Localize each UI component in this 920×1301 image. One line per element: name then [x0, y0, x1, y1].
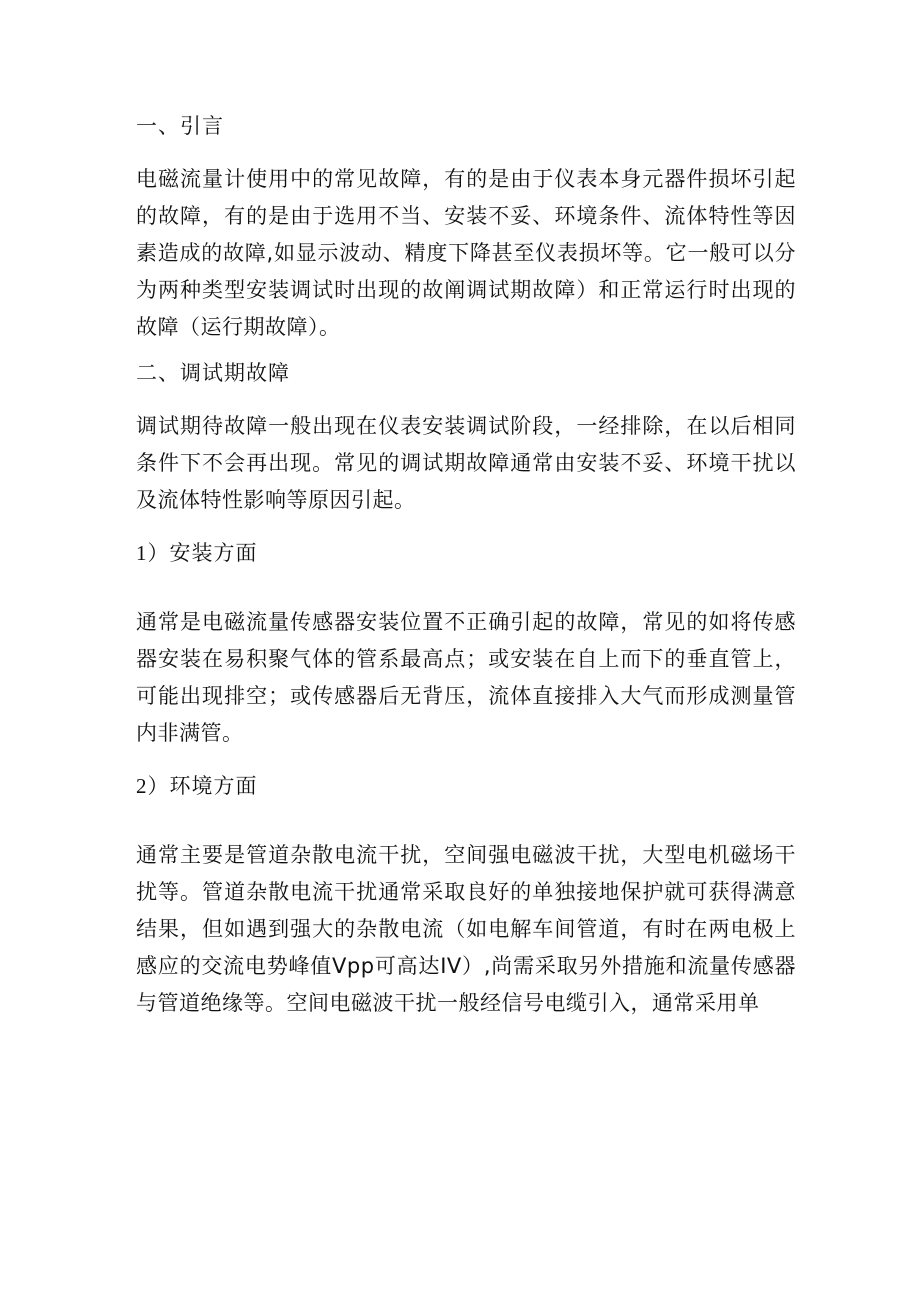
subsection-title: ）安装方面	[147, 541, 258, 565]
installation-paragraph: 通常是电磁流量传感器安装位置不正确引起的故障，常见的如将传感器安装在易积聚气体的管系最高点；或安装在自上而下的垂直管上，可能出现排空；或传感器后无背压，流体直接排入大气而形成测量管内非满管。	[136, 610, 796, 745]
document-page	[136, 112, 796, 1022]
section-heading-commissioning-faults: 二、调试期故障	[136, 361, 290, 385]
subsection-number: 1	[136, 541, 148, 565]
commissioning-faults-paragraph: 调试期待故障一般出现在仪表安装调试阶段，一经排除，在以后相同条件下不会再出现。常见的调试期故障通常由安装不妥、环境干扰以及流体特性影响等原因引起。	[136, 414, 796, 512]
subsection-heading-environment	[136, 772, 796, 801]
environment-paragraph: 通常主要是管道杂散电流干扰，空间强电磁波干扰，大型电机磁场干扰等。管道杂散电流干扰通常采取良好的单独接地保护就可获得满意结果，但如遇到强大的杂散电流（如电解车间管道，有时在两电极上感应的交流电势峰值Vpp可高达IV）,尚需采取另外措施和流量传感器与管道绝缘等。空间电磁波干扰一般经信号电缆引入，通常采用单	[136, 843, 796, 1015]
subsection-heading-installation	[136, 539, 796, 568]
section-heading-intro: 一、引言	[136, 114, 224, 138]
subsection-number: 2	[136, 774, 148, 798]
subsection-title: ）环境方面	[147, 774, 258, 798]
intro-paragraph: 电磁流量计使用中的常见故障，有的是由于仪表本身元器件损坏引起的故障，有的是由于选用不当、安装不妥、环境条件、流体特性等因素造成的故障,如显示波动、精度下降甚至仪表损坏等。它一般可以分为两种类型安装调试时出现的故阐调试期故障）和正常运行时出现的故障（运行期故障）。	[136, 167, 796, 339]
